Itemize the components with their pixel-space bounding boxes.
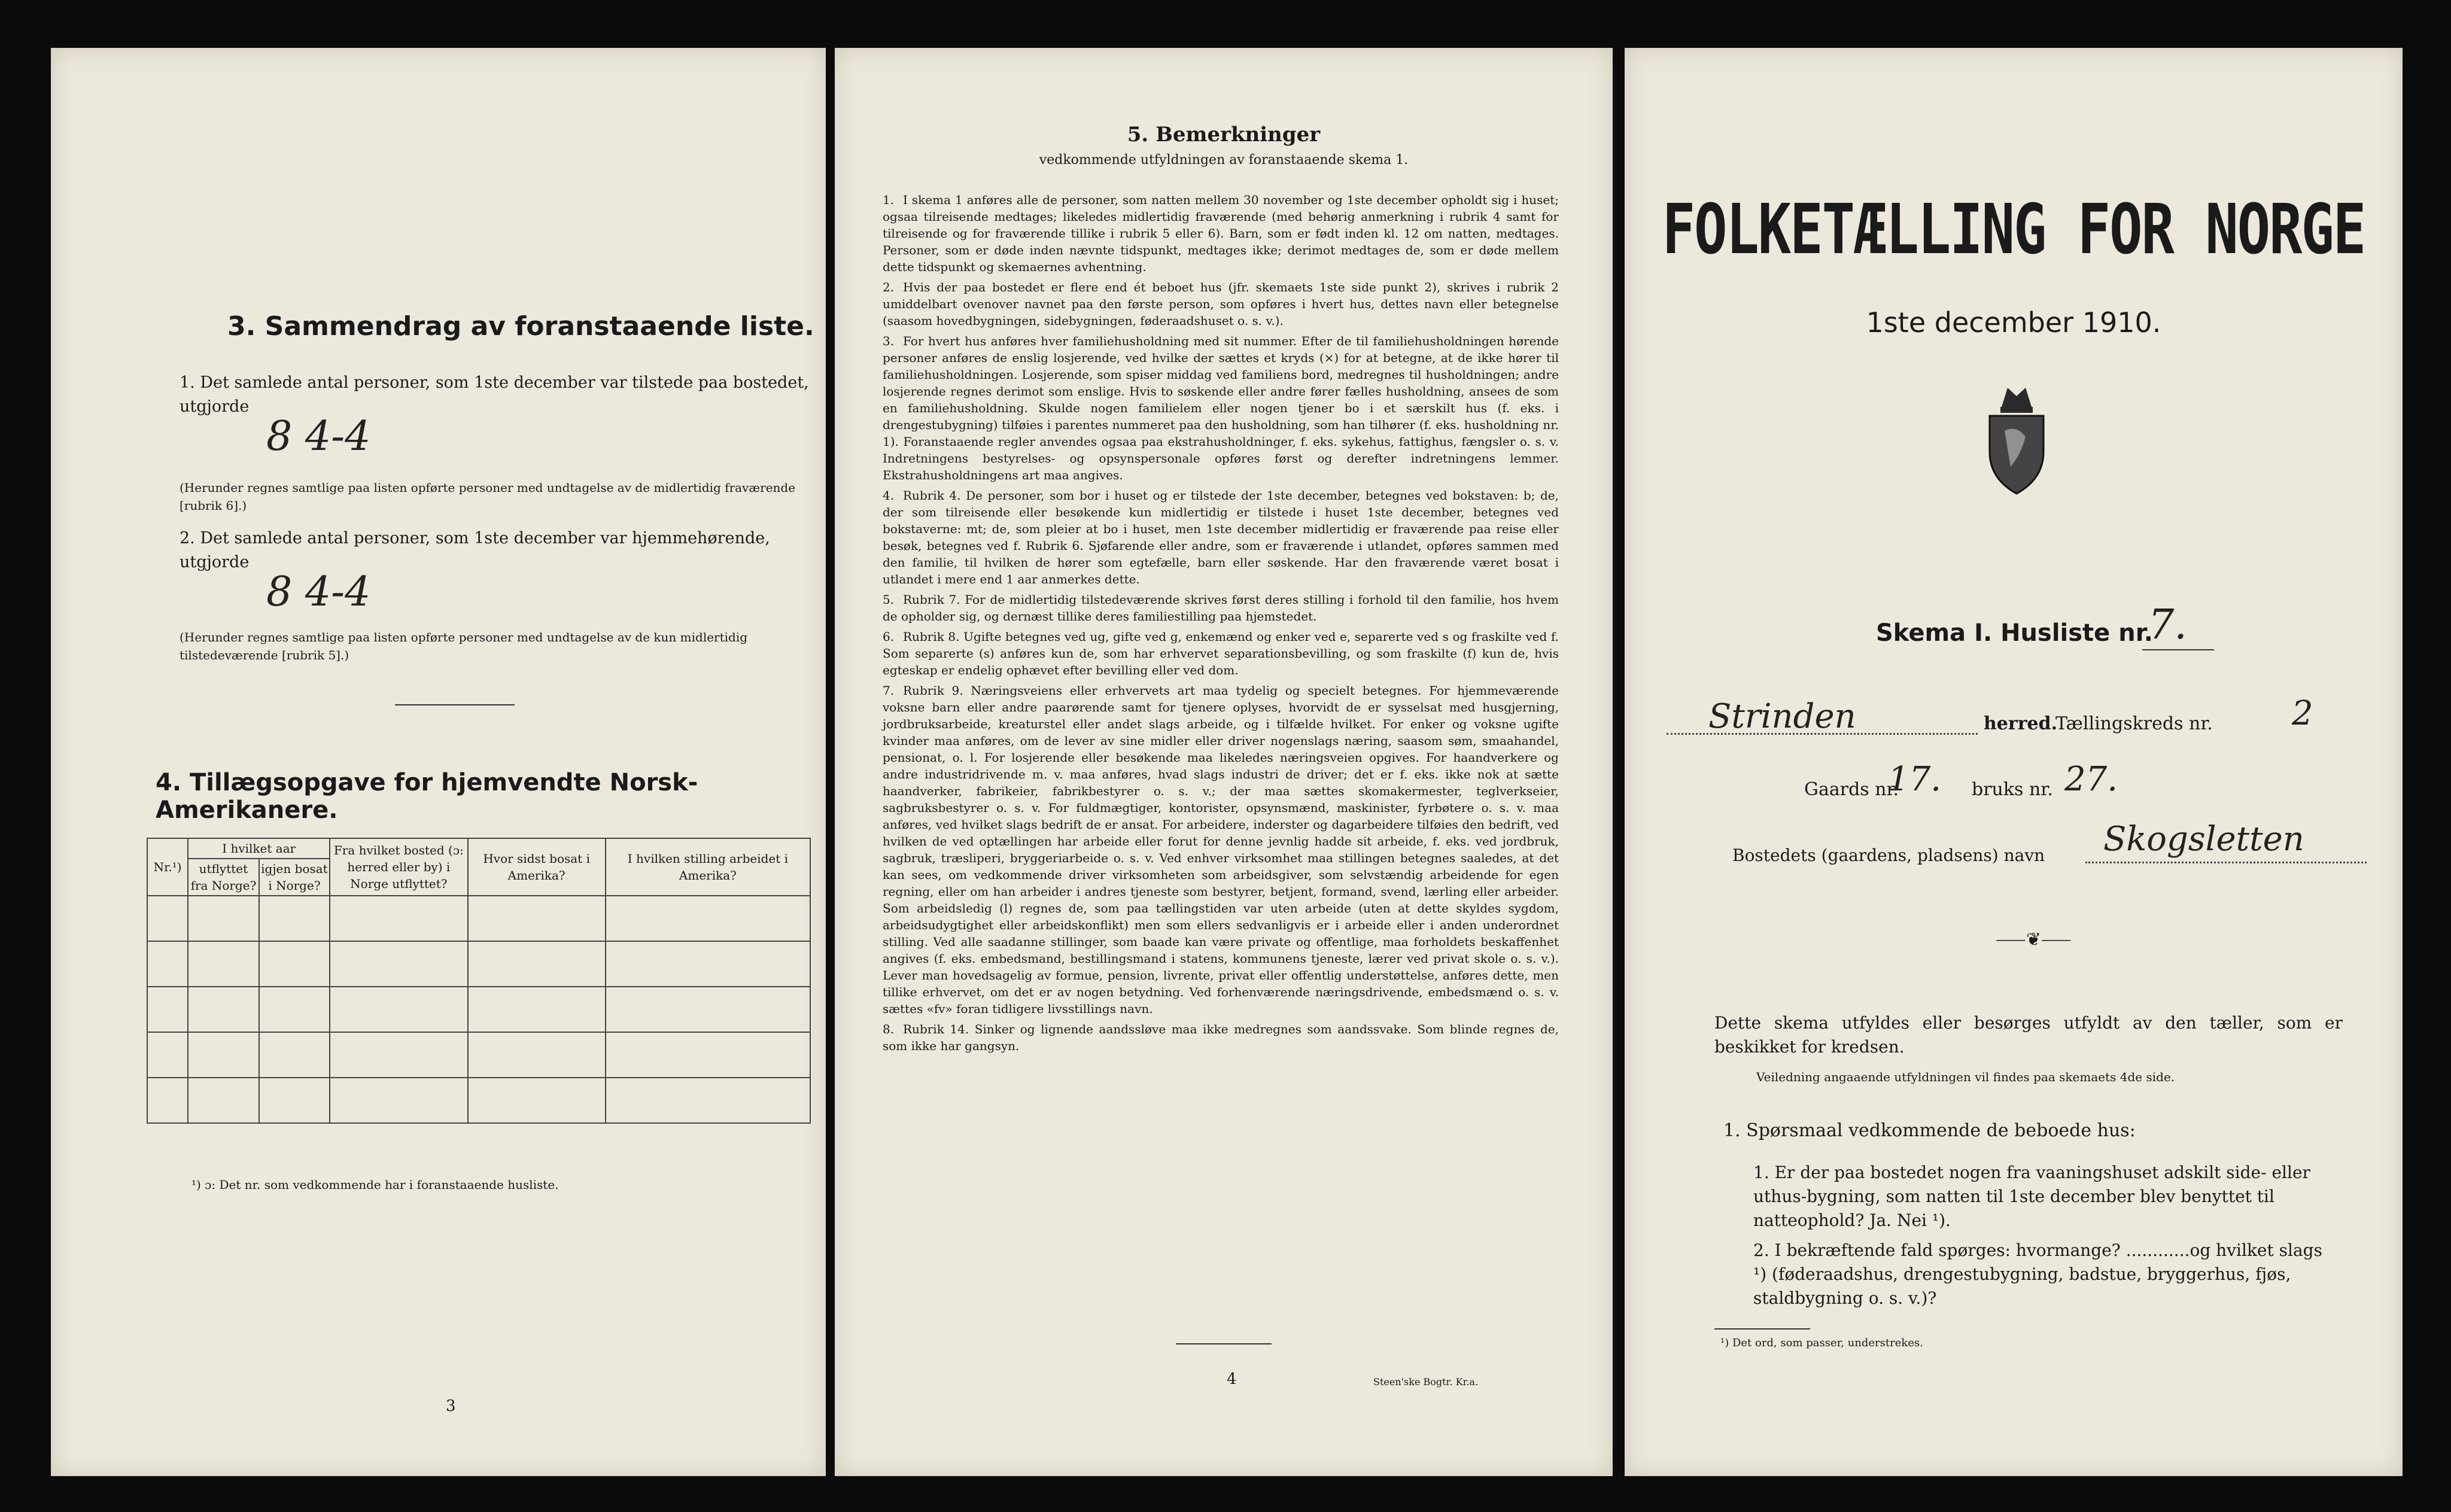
table-row — [147, 896, 810, 941]
remark-item: 2. Hvis der paa bostedet er flere end ét beboet hus (jfr. skemaets 1ste side punkt 2), skrives i rubrik 2 umiddelbart ovenover navnet paa den første person, som opføres i hvert hus, dettes navn eller betegnelse (saasom hovedbygningen, sidebygningen, føderaadshuset o. s. v.). — [883, 280, 1559, 328]
bosted-label: Bostedets (gaardens, pladsens) navn — [1732, 845, 2045, 865]
question-2: 2. I bekræftende fald spørges: hvormange? ............og hvilket slags ¹) (føderaadshus, drengestubygning, badstue, bryggerhus, fjøs, staldbygning o. s. v.)? — [1753, 1240, 2322, 1308]
census-date: 1ste december 1910. — [1866, 306, 2161, 339]
item-2-note: (Herunder regnes samtlige paa listen opførte personer med undtagelse av de kun midlertidig tilstedeværende [rubrik 5].) — [180, 630, 748, 662]
guide-note: Veiledning angaaende utfyldningen vil findes paa skemaets 4de side. — [1756, 1070, 2175, 1084]
main-title: FOLKETÆLLING FOR NORGE — [1662, 189, 2365, 270]
header-nr: Nr.¹) — [147, 838, 188, 896]
bruks-label: bruks nr. — [1972, 779, 2053, 800]
item-1-note: (Herunder regnes samtlige paa listen opførte personer med undtagelse av de midlertidig fraværende [rubrik 6].) — [180, 480, 796, 513]
ornament-icon: ⸺❦⸺ — [1996, 929, 2072, 950]
page-number: 3 — [446, 1397, 456, 1415]
instruction-text: Dette skema utfyldes eller besørges utfyldt av den tæller, som er beskikket for kredsen. — [1714, 1013, 2343, 1057]
section-3-title: 3. Sammendrag av foranstaaende liste. — [227, 311, 814, 342]
remarks-title: 5. Bemerkninger — [1127, 123, 1321, 147]
item-2-text: 2. Det samlede antal personer, som 1ste december var hjemmehørende, utgjorde — [180, 529, 770, 571]
remark-item: 1. I skema 1 anføres alle de personer, som natten mellem 30 november og 1ste december opholdt sig i huset; ogsaa tilreisende medtages; likeledes midlertidig fraværende (med behørig anmerkning i rubrik 4 samt for tilreisende og for fraværende tillike i rubrik 5 eller 6). Barn, som er født inden kl. 12 om natten, medtages. Personer, som er døde inden nævnte tidspunkt, medtages ikke; derimot medtages de, som er døde mellem dette tidspunkt og skemaernes avhentning. — [883, 193, 1559, 274]
header-stilling: I hvilken stilling arbeidet i Amerika? — [606, 838, 810, 896]
underline — [2142, 649, 2214, 650]
printer-mark: Steen'ske Bogtr. Kr.a. — [1373, 1376, 1479, 1388]
item-2-value: 8 4-4 — [266, 568, 371, 616]
gaards-value: 17. — [1888, 760, 1942, 799]
footnote: ¹) Det ord, som passer, understrekes. — [1720, 1337, 1923, 1349]
footnote: ¹) ɔ: Det nr. som vedkommende har i foranstaaende husliste. — [191, 1178, 559, 1192]
remark-item: 4. Rubrik 4. De personer, som bor i huset og er tilstede der 1ste december, betegnes ved bokstaven: b; de, der som tilreisende eller besøkende kun midlertidig er tilstede i huset 1ste december, betegnes ved bokstaverne: mt; de, som pleier at bo i huset, men 1ste december midlertidig er fraværende paa reise eller besøk, betegnes ved f. Rubrik 6. Sjøfarende eller andre, som er fraværende i utlandet, opføres sammen med den familie, til hvilken de hører som egtefælle, barn eller søskende. Har den fraværende været bosat i utlandet i mere end 1 aar anmerkes dette. — [883, 488, 1559, 586]
section-4-title: 4. Tillægsopgave for hjemvendte Norsk-Amerikanere. — [156, 769, 698, 824]
kreds-label: Tællingskreds nr. — [2055, 713, 2213, 734]
question-title: 1. Spørsmaal vedkommende de beboede hus: — [1723, 1120, 2136, 1141]
remark-item: 6. Rubrik 8. Ugifte betegnes ved ug, gifte ved g, enkemænd og enker ved e, separerte ved s og fraskilte ved f. Som separerte (s) anføres kun de, som har erhvervet separationsbevilling, og som fraskilte (f) kun de, hvis egteskap er endelig ophævet efter bevilling eller ved dom. — [883, 629, 1559, 677]
norsk-amerikanere-table — [147, 838, 811, 1124]
divider — [1176, 1343, 1272, 1344]
header-hvor: Hvor sidst bosat i Amerika? — [468, 838, 606, 896]
remarks-list — [883, 191, 1559, 1058]
husliste-number: 7. — [2148, 601, 2187, 649]
header-fra: Fra hvilket bosted (ɔ: herred eller by) i Norge utflyttet? — [330, 838, 467, 896]
question-1: 1. Er der paa bostedet nogen fra vaaningshuset adskilt side- eller uthus-bygning, som natten til 1ste december blev benyttet til natteophold? Ja. Nei ¹). — [1753, 1163, 2310, 1230]
herred-label: herred. — [1984, 713, 2058, 734]
schema-label: Skema I. Husliste nr. — [1876, 619, 2153, 647]
page-4 — [835, 48, 1613, 1476]
page-1 — [1625, 48, 2403, 1476]
divider — [1714, 1328, 1810, 1330]
item-1-value: 8 4-4 — [266, 413, 371, 460]
remark-item: 5. Rubrik 7. For de midlertidig tilstedeværende skrives først deres stilling i forhold til den familie, hos hvem de opholder sig, og dernæst tillike deres familiestilling paa hjemstedet. — [883, 592, 1559, 623]
divider — [395, 704, 515, 705]
herred-value: Strinden — [1708, 697, 1856, 736]
bruks-value: 27. — [2064, 760, 2118, 799]
header-group-year: I hvilket aar — [188, 838, 330, 859]
table-row — [147, 1032, 810, 1078]
header-utflyttet: utflyttet fra Norge? — [188, 859, 259, 896]
remark-item: 7. Rubrik 9. Næringsveiens eller erhvervets art maa tydelig og specielt betegnes. For hjemmeværende voksne barn eller andre paarørende samt for tjenere oplyses, hvorvidt de er sysselsat med husgjerning, jordbruksarbeide, kreaturstel eller andet slags arbeide, og i tilfælde hvilket. For enker og voksne ugifte kvinder maa anføres, om de lever av sine midler eller driver nogenslags næring, saasom søm, smaahandel, pensionat, o. l. For losjerende eller besøkende maa likeledes næringsveien opgives. For haandverkere og andre industridrivende m. v. maa anføres, hvad slags industri de driver; det er f. eks. ikke nok at sætte haandverker, fabrikeier, fabrikbestyrer o. s. v.; der maa sættes skomakermester, teglverkseier, sagbruksbestyrer o. s. v. For fuldmægtiger, kontorister, opsynsmænd, maskinister, fyrbøtere o. s. v. maa anføres, ved hvilket slags bedrift de er ansat. For arbeidere, inderster og dagarbeidere tilføies den bedrift, ved hvilken de ved optællingen har arbeide eller forut for denne jevnlig hadde sit arbeide, f. eks. ved jordbruk, sagbruk, træsliperi, bryggeriarbeide o. s. v. Ved enhver virksomhet maa stillingen betegnes saaledes, at det kan sees, om vedkommende driver virksomheten som arbeidsgiver, som selvstændig arbeidende for egen regning, eller om han arbeider i andres tjeneste som bestyrer, betjent, formand, svend, lærling eller arbeider. Som arbeidsledig (l) regnes de, som paa tællingstiden var uten arbeide (uten at dette skyldes sygdom, arbeidsudygtighet eller arbeidskonflikt) men som ellers sedvanligvis er i arbeide eller i anden underordnet stilling. Ved alle saadanne stillinger, som baade kan være private og offentlige, maa forholdets beskaffenhet angives (f. eks. embedsmand, bestillingsmand i statens, kommunens tjeneste, lærer ved privat skole o. s. v.). Lever man hovedsagelig av formue, pension, livrente, privat eller offentlig understøttelse, anføres dette, men tillike erhvervet, om det er av nogen betydning. Ved forhenværende næringsdrivende, embedsmænd o. s. v. sættes «fv» foran tidligere livsstillings navn. — [883, 683, 1559, 1016]
item-1-text: 1. Det samlede antal personer, som 1ste december var tilstede paa bostedet, utgjorde — [180, 373, 809, 416]
page-number: 4 — [1227, 1370, 1237, 1388]
table-row — [147, 987, 810, 1032]
table-row — [147, 1078, 810, 1123]
bosted-line — [2085, 862, 2367, 863]
remarks-subtitle: vedkommende utfyldningen av foranstaaende skema 1. — [1039, 153, 1409, 168]
remark-item: 3. For hvert hus anføres hver familiehusholdning med sit nummer. Efter de til familiehusholdningen hørende personer anføres de enslig losjerende, ved hvilke der sættes et kryds (×) for at betegne, at de ikke hører til familiehusholdningen. Losjerende, som spiser middag ved familiens bord, medregnes til husholdningen; andre losjerende regnes derimot som enslige. Hvis to søskende eller andre fører fælles husholdning, ansees de som en familiehusholdning. Skulde nogen familielem eller nogen tjener bo i et særskilt hus (f. eks. i drengestubygning) tilføies i parentes nummeret paa den husholdning, som han tilhører (f. eks. husholdning nr. 1). Foranstaaende regler anvendes ogsaa paa ekstrahusholdninger, f. eks. sykehus, fattighus, fængsler o. s. v. Indretningens bestyrelses- og opsynspersonale opføres først og derefter indretningens lemmer. Ekstrahusholdningens art maa angives. — [883, 334, 1559, 482]
gaards-label: Gaards nr. — [1804, 779, 1899, 800]
remark-item: 8. Rubrik 14. Sinker og lignende aandssløve maa ikke medregnes som aandssvake. Som blinde regnes de, som ikke har gangsyn. — [883, 1022, 1559, 1053]
table-row — [147, 941, 810, 987]
kreds-value: 2 — [2292, 694, 2313, 733]
coat-of-arms-icon — [1984, 383, 2049, 497]
bosted-value: Skogsletten — [2103, 820, 2304, 859]
page-3 — [51, 48, 826, 1476]
header-igjen: igjen bosat i Norge? — [259, 859, 330, 896]
